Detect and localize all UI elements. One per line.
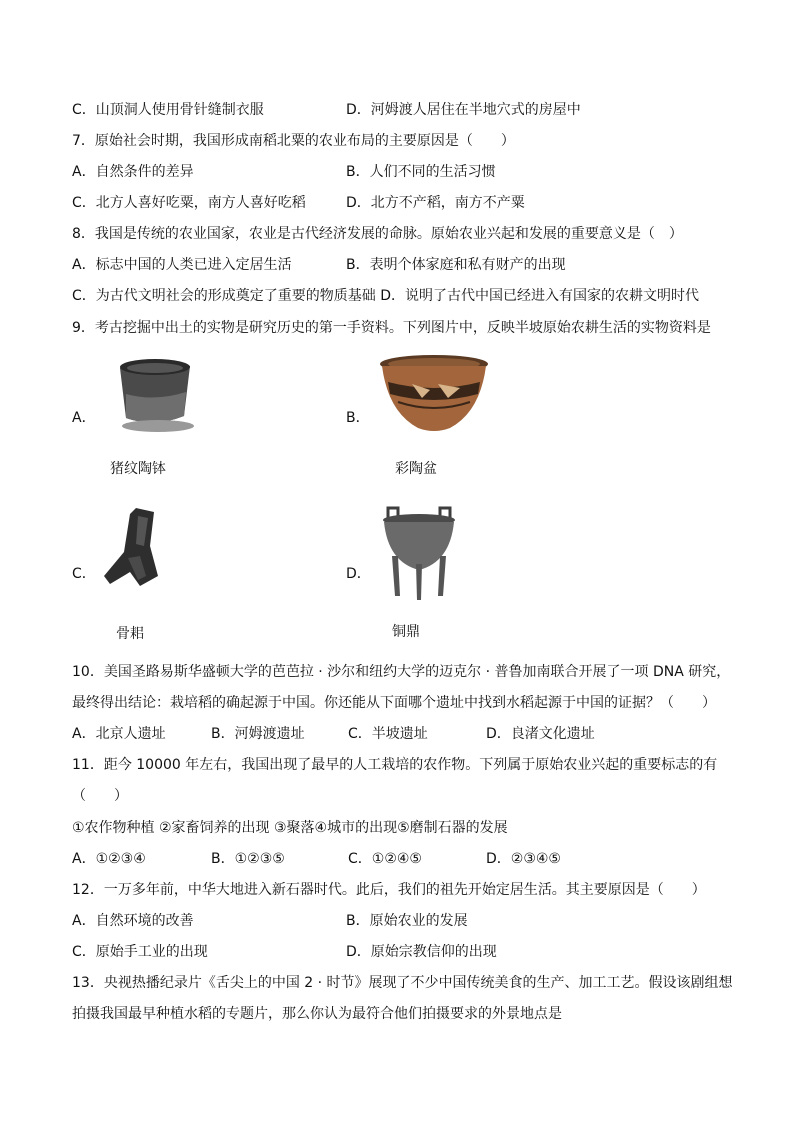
- q9-option-d-caption: 铜鼎: [392, 624, 420, 640]
- q12-stem: 12．一万多年前，中华大地进入新石器时代。此后，我们的祖先开始定居生活。其主要原因是（ ）: [72, 882, 706, 898]
- q12-option-a: A．自然环境的改善: [72, 913, 194, 929]
- q9-option-c-letter: C．: [72, 566, 96, 582]
- q7-option-a: A．自然条件的差异: [72, 164, 194, 180]
- painted-pottery-basin-image: [378, 354, 490, 434]
- q9-option-b-letter: B．: [346, 410, 370, 426]
- q10-stem-line1: 10．美国圣路易斯华盛顿大学的芭芭拉 · 沙尔和纽约大学的迈克尔 · 普鲁加南联合开展了一项 DNA 研究，: [72, 664, 731, 680]
- q12-option-d: D．原始宗教信仰的出现: [346, 944, 497, 960]
- q6-option-d: D．河姆渡人居住在半地穴式的房屋中: [346, 102, 581, 118]
- q10-stem-line2: 最终得出结论：栽培稻的确起源于中国。你还能从下面哪个遗址中找到水稻起源于中国的证据？（ ）: [72, 695, 716, 711]
- q13-stem-line1: 13．央视热播纪录片《舌尖上的中国 2 · 时节》展现了不少中国传统美食的生产、加工工艺。假设该剧组想: [72, 975, 733, 991]
- q9-option-c-caption: 骨耜: [116, 626, 144, 642]
- q9-stem: 9．考古挖掘中出土的实物是研究历史的第一手资料。下列图片中，反映半坡原始农耕生活的实物资料是: [72, 320, 711, 336]
- q7-stem: 7．原始社会时期，我国形成南稻北粟的农业布局的主要原因是（ ）: [72, 133, 515, 149]
- q9-option-a-letter: A．: [72, 410, 96, 426]
- q7-option-c: C．北方人喜好吃粟，南方人喜好吃稻: [72, 195, 306, 211]
- q11-option-c: C．①②④⑤: [348, 851, 422, 867]
- q10-option-a: A．北京人遗址: [72, 726, 166, 742]
- q12-option-c: C．原始手工业的出现: [72, 944, 208, 960]
- q13-stem-line2: 拍摄我国最早种植水稻的专题片，那么你认为最符合他们拍摄要求的外景地点是: [72, 1006, 562, 1022]
- q10-option-b: B．河姆渡遗址: [211, 726, 305, 742]
- q10-option-d: D．良渚文化遗址: [486, 726, 595, 742]
- q11-option-d: D．②③④⑤: [486, 851, 561, 867]
- q9-option-d-letter: D．: [346, 566, 371, 582]
- bone-spade-image: [100, 506, 166, 590]
- q10-option-c: C．半坡遗址: [348, 726, 428, 742]
- q9-option-b-caption: 彩陶盆: [395, 461, 437, 477]
- q11-option-b: B．①②③⑤: [211, 851, 285, 867]
- q9-option-a-caption: 猪纹陶钵: [110, 461, 166, 477]
- q7-option-d: D．北方不产稻，南方不产粟: [346, 195, 525, 211]
- q11-option-a: A．①②③④: [72, 851, 146, 867]
- bronze-ding-image: [378, 504, 460, 602]
- pig-pattern-pottery-bowl-image: [112, 354, 196, 436]
- q8-option-a: A．标志中国的人类已进入定居生活: [72, 257, 292, 273]
- q8-stem: 8．我国是传统的农业国家，农业是古代经济发展的命脉。原始农业兴起和发展的重要意义是（ ）: [72, 226, 683, 242]
- q11-stem-line2: （ ）: [72, 788, 128, 804]
- q12-option-b: B．原始农业的发展: [346, 913, 468, 929]
- q8-option-b: B．表明个体家庭和私有财产的出现: [346, 257, 566, 273]
- q6-option-c: C．山顶洞人使用骨针缝制衣服: [72, 102, 264, 118]
- q11-stem-line1: 11．距今 10000 年左右，我国出现了最早的人工栽培的农作物。下列属于原始农业兴起的重要标志的有: [72, 757, 718, 773]
- q11-items: ①农作物种植 ②家畜饲养的出现 ③聚落④城市的出现⑤磨制石器的发展: [72, 820, 508, 836]
- q8-options-cd: C．为古代文明社会的形成奠定了重要的物质基础 D．说明了古代中国已经进入有国家的农耕文明时代: [72, 288, 700, 304]
- q7-option-b: B．人们不同的生活习惯: [346, 164, 496, 180]
